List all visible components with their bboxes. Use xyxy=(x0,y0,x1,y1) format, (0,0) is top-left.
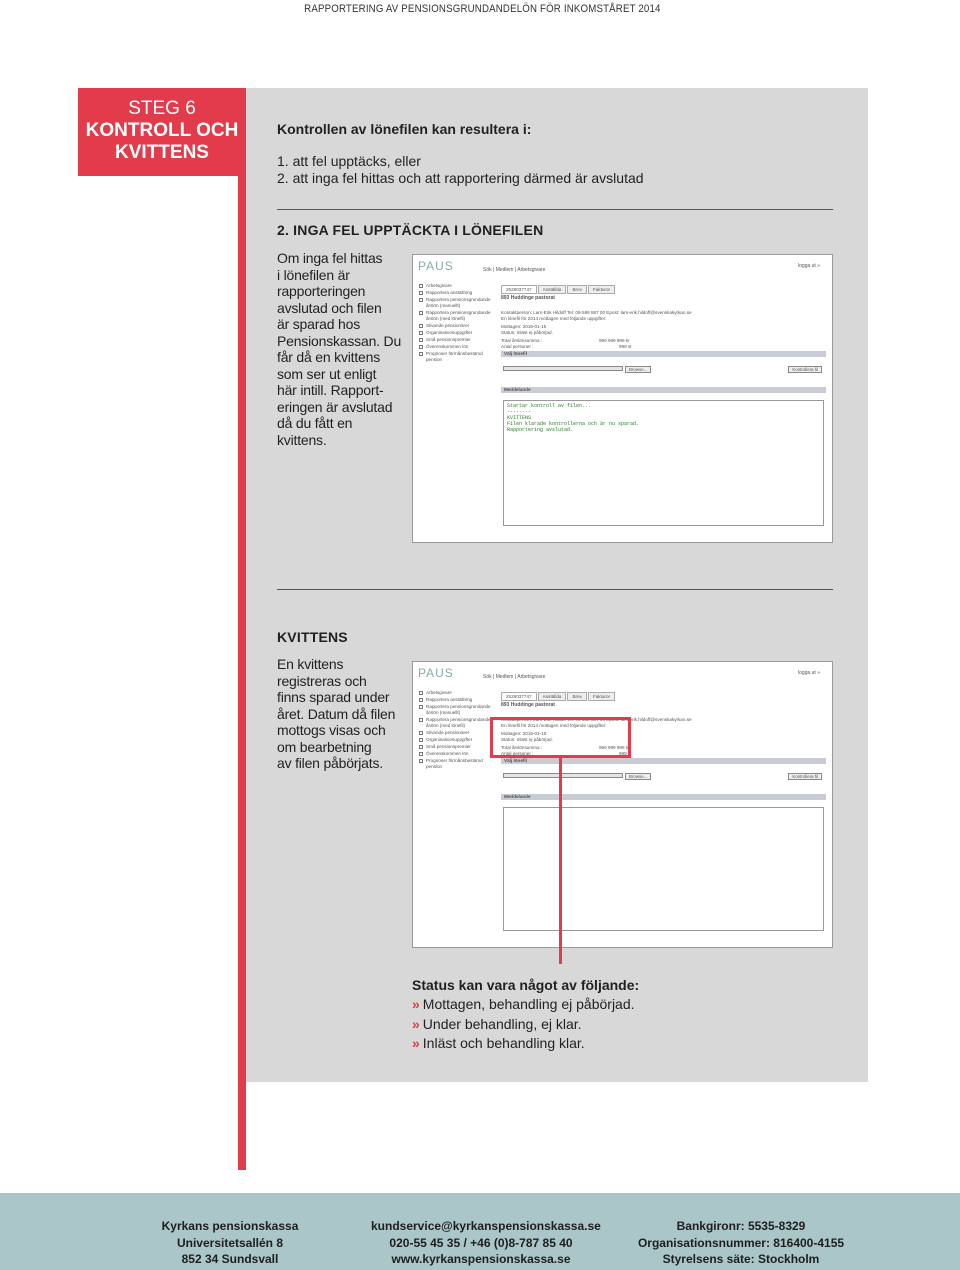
status-highlight-connector xyxy=(559,758,562,964)
file-input xyxy=(503,773,623,778)
checkbox-icon xyxy=(419,345,423,349)
sidebar-item xyxy=(419,290,499,296)
chevron-right-icon: » xyxy=(412,1035,420,1051)
sidebar-label: Prognoser förmånsbestämd pension xyxy=(426,351,483,362)
check-file-button: Kontrollera fil xyxy=(788,366,822,373)
contact-line: Kontaktperson: Lars-Erik Hildoff Tel: 08-588 887 00 Epost: lars-erik.hildoff@svenskakyrkan.se xyxy=(501,310,692,315)
checkbox-icon xyxy=(419,759,423,763)
chevron-right-icon: » xyxy=(412,1015,420,1032)
checkbox-icon xyxy=(419,352,423,356)
sidebar-label: Slivande pensionärer xyxy=(426,323,470,328)
body-line: eringen är avslutad xyxy=(277,398,393,415)
body-line: är sparad hos xyxy=(277,316,361,332)
intro-item-1: 1. att fel upptäcks, eller xyxy=(277,153,421,169)
received-date: Mottagen: 2015-01-15 xyxy=(501,324,547,329)
sidebar-item xyxy=(419,758,499,770)
body-line: av filen påbörjats. xyxy=(277,755,383,771)
tab-org-number: 2528037747 xyxy=(501,285,537,294)
intro-heading: Kontrollen av lönefilen kan resultera i: xyxy=(277,121,532,137)
sidebar-item xyxy=(419,697,499,703)
body-line: Pensionskassan. Du xyxy=(277,332,402,349)
body-line: året. Datum då filen xyxy=(277,705,396,722)
sidebar xyxy=(419,690,499,771)
footer-line: 020-55 45 35 / +46 (0)8-787 85 40 xyxy=(389,1235,573,1250)
logout-link: logga ut » xyxy=(798,670,820,676)
sidebar-item xyxy=(419,310,499,322)
checkbox-icon xyxy=(419,331,423,335)
status-item xyxy=(412,995,639,1015)
section-body-no-errors xyxy=(277,250,407,448)
status-highlight-box xyxy=(490,717,631,758)
check-file-button: Kontrollera fil xyxy=(788,773,822,780)
step-title-line1: KONTROLL OCH xyxy=(85,120,239,141)
browse-button: Browse... xyxy=(625,773,651,780)
sidebar-label: Rapportera anställning xyxy=(426,697,473,702)
tab-fakturor: Fakturor xyxy=(588,692,615,701)
sidebar-item xyxy=(419,297,499,309)
screenshot-receipt xyxy=(412,254,833,543)
body-line: mottogs visas och xyxy=(277,722,386,738)
sidebar-item xyxy=(419,283,499,289)
file-input xyxy=(503,366,623,371)
messages-area-empty xyxy=(503,807,824,931)
footer-line: Universitetsallén 8 xyxy=(176,1235,284,1250)
sidebar-item xyxy=(419,337,499,343)
sidebar-label: Organisationsuppgifter xyxy=(426,330,473,335)
tab-org-number: 2528037747 xyxy=(501,692,537,701)
message-line: Startar kontroll av filen... xyxy=(507,403,592,409)
checkbox-icon xyxy=(419,291,423,295)
tab-anstallda: Anställda xyxy=(538,285,567,294)
section-body-kvittens xyxy=(277,656,407,772)
messages-area xyxy=(503,400,824,526)
body-line: registreras och xyxy=(277,672,367,689)
tab-brev: Brev xyxy=(567,692,586,701)
sidebar-item xyxy=(419,704,499,716)
body-line: kvittens. xyxy=(277,431,327,448)
paus-logo: PAUS xyxy=(418,666,454,680)
status-list-title: Status kan vara något av följande: xyxy=(412,977,640,993)
persons-value: 999 st xyxy=(619,344,632,349)
body-line: finns sparad under xyxy=(277,689,390,705)
footer-line: Styrelsens säte: Stockholm xyxy=(662,1252,820,1266)
intro-item-2: 2. att inga fel hittas och att rapportering därmed är avslutad xyxy=(277,170,644,186)
status-text: Status: Inläst ej påbörjad. xyxy=(501,737,553,742)
sidebar-item xyxy=(419,744,499,750)
sidebar-item xyxy=(419,344,499,350)
persons-label: Antal personer : xyxy=(501,751,534,756)
sidebar-label: Rapportera pensionsgrundande årslön (med lönefil) xyxy=(426,310,491,321)
section-heading-kvittens: KVITTENS xyxy=(277,629,348,645)
status-item-label: Inläst och behandling klar. xyxy=(422,1035,585,1051)
sidebar-item xyxy=(419,323,499,329)
sidebar-label: Små pensionspremier xyxy=(426,337,471,342)
top-nav: Sök | Medlem | Arbetsgivare xyxy=(483,267,546,273)
sidebar xyxy=(419,283,499,364)
sidebar-item xyxy=(419,717,499,729)
message-line: Filen klarade kontrollerna och är nu sparad. xyxy=(507,421,640,427)
received-note: En lönefil för 2014 mottagen med följande uppgifter: xyxy=(501,316,607,321)
tab-brev: Brev xyxy=(567,285,586,294)
document-header: RAPPORTERING AV PENSIONSGRUNDANDELÖN FÖR INKOMSTÅRET 2014 xyxy=(304,3,661,15)
footer-address xyxy=(130,1218,330,1268)
checkbox-icon xyxy=(419,752,423,756)
tab-anstallda: Anställda xyxy=(538,692,567,701)
message-line: Rapportering avslutad. xyxy=(507,427,574,433)
body-line: här intill. Rapport- xyxy=(277,382,384,398)
body-line: får då en kvittens xyxy=(277,349,381,365)
contact-line: Kontaktperson: Lars-Erik Hildoff Tel: 08-588 887 00 Epost: lars-erik.hildoff@svenskakyrkan.se xyxy=(501,717,692,722)
status-list xyxy=(412,976,639,1054)
body-line: då du fått en xyxy=(277,415,353,431)
body-line: som ser ut enligt xyxy=(277,365,377,382)
sidebar-label: Rapportera pensionsgrundande årslön (manuellt) xyxy=(426,704,491,715)
browse-button: Browse... xyxy=(625,366,651,373)
section-heading-no-errors: 2. INGA FEL UPPTÄCKTA I LÖNEFILEN xyxy=(277,222,544,238)
sidebar-label: Överenskommen lön xyxy=(426,751,469,756)
footer-line: Organisationsnummer: 816400-4155 xyxy=(637,1235,845,1250)
sidebar-label: Rapportera anställning xyxy=(426,290,473,295)
sidebar-label: Rapportera pensionsgrundande årslön (manuellt) xyxy=(426,297,491,308)
footer-email-link[interactable]: kundservice@kyrkanspensionskassa.se xyxy=(371,1219,601,1233)
checkbox-icon xyxy=(419,745,423,749)
sidebar-label: Arbetsgivare xyxy=(426,690,452,695)
tab-fakturor: Fakturor xyxy=(588,285,615,294)
checkbox-icon xyxy=(419,338,423,342)
sidebar-label: Arbetsgivare xyxy=(426,283,452,288)
sidebar-item xyxy=(419,751,499,757)
sidebar-item xyxy=(419,737,499,743)
footer-contact xyxy=(371,1218,601,1268)
checkbox-icon xyxy=(419,738,423,742)
persons-label: Antal personer : xyxy=(501,344,534,349)
checkbox-icon xyxy=(419,298,423,302)
body-line: Om inga fel hittas xyxy=(277,250,383,266)
sidebar-item xyxy=(419,730,499,736)
sidebar-label: Organisationsuppgifter xyxy=(426,737,473,742)
tab-row xyxy=(501,285,615,294)
checkbox-icon xyxy=(419,691,423,695)
received-note: En lönefil för 2014 mottagen med följande uppgifter: xyxy=(501,723,607,728)
section-divider-1 xyxy=(277,209,833,210)
step-title-line2: KVITTENS xyxy=(115,142,209,163)
sidebar-label: Små pensionspremier xyxy=(426,744,471,749)
status-item-label: Mottagen, behandling ej påbörjad. xyxy=(422,996,635,1012)
footer-line: Bankgironr: 5535-8329 xyxy=(676,1219,806,1233)
logout-link: logga ut » xyxy=(798,263,820,269)
sidebar-label: Överenskommen lön xyxy=(426,344,469,349)
messages-bar: Meddelande xyxy=(501,387,826,393)
accent-bar xyxy=(238,88,246,1170)
status-item xyxy=(412,1015,639,1035)
footer-line: Kyrkans pensionskassa xyxy=(161,1219,299,1233)
checkbox-icon xyxy=(419,324,423,328)
checkbox-icon xyxy=(419,718,423,722)
checkbox-icon xyxy=(419,705,423,709)
checkbox-icon xyxy=(419,731,423,735)
status-text: Status: Inläst ej påbörjad. xyxy=(501,330,553,335)
body-line: i lönefilen är xyxy=(277,266,350,283)
total-value: 999 999 999 kr xyxy=(599,745,630,750)
sidebar-item xyxy=(419,330,499,336)
received-date: Mottagen: 2015-01-15 xyxy=(501,731,547,736)
sidebar-label: Rapportera pensionsgrundande årslön (med lönefil) xyxy=(426,717,491,728)
message-line: KVITTENS xyxy=(507,415,532,421)
footer-line: 852 34 Sundsvall xyxy=(181,1252,279,1266)
checkbox-icon xyxy=(419,698,423,702)
company-name: 893 Huddinge pastorat xyxy=(501,295,555,301)
step-number: STEG 6 xyxy=(128,98,196,119)
status-item-label: Under behandling, ej klar. xyxy=(422,1015,582,1032)
total-label: Total årslönsumma : xyxy=(501,338,543,343)
sidebar-item xyxy=(419,690,499,696)
choose-file-bar: Välj lönefil xyxy=(501,758,826,764)
top-nav: Sök | Medlem | Arbetsgivare xyxy=(483,674,546,680)
status-item xyxy=(412,1034,639,1054)
body-line: om bearbetning xyxy=(277,738,372,755)
persons-value: 999 st xyxy=(619,751,632,756)
chevron-right-icon: » xyxy=(412,996,420,1012)
sidebar-label: Prognoser förmånsbestämd pension xyxy=(426,758,483,769)
body-line: rapporteringen xyxy=(277,283,366,299)
body-line: En kvittens xyxy=(277,656,344,672)
footer xyxy=(0,1193,960,1270)
paus-logo: PAUS xyxy=(418,259,454,273)
step-badge xyxy=(78,88,246,176)
sidebar-item xyxy=(419,351,499,363)
checkbox-icon xyxy=(419,311,423,315)
total-label: Total årslönsumma : xyxy=(501,745,543,750)
checkbox-icon xyxy=(419,284,423,288)
body-line: avslutad och filen xyxy=(277,299,382,316)
tab-row xyxy=(501,692,615,701)
messages-bar: Meddelande xyxy=(501,794,826,800)
company-name: 893 Huddinge pastorat xyxy=(501,702,555,708)
footer-company-info xyxy=(631,1218,851,1268)
total-value: 999 999 999 kr xyxy=(599,338,630,343)
sidebar-label: Slivande pensionärer xyxy=(426,730,470,735)
message-line: -------- xyxy=(507,409,532,415)
footer-web-link[interactable]: www.kyrkanspensionskassa.se xyxy=(391,1252,571,1266)
section-divider-2 xyxy=(277,589,833,590)
screenshot-kvittens xyxy=(412,661,833,948)
choose-file-bar: Välj lönefil xyxy=(501,351,826,357)
